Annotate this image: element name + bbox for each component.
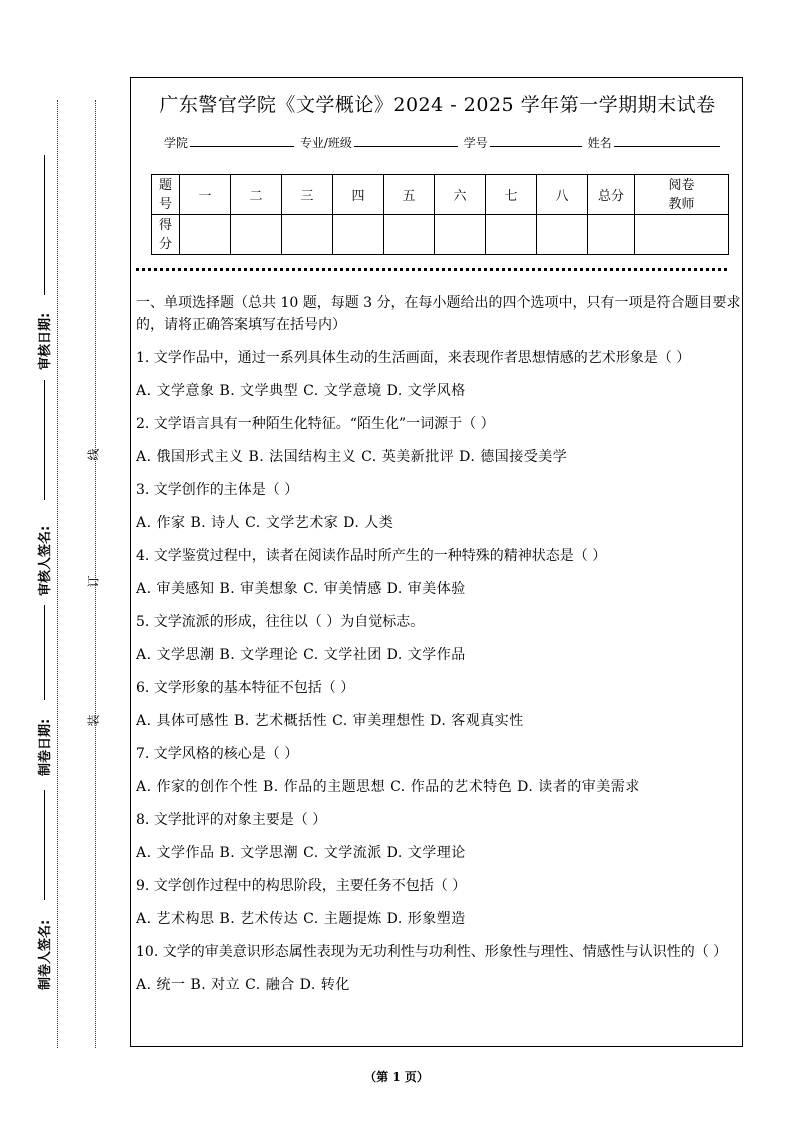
question-8-options: A. 文学作品 B. 文学思潮 C. 文学流派 D. 文学理论	[136, 845, 466, 861]
question-10-options: A. 统一 B. 对立 C. 融合 D. 转化	[136, 977, 350, 993]
question-10: 10. 文学的审美意识形态属性表现为无功利性与功利性、形象性与理性、情感性与认识性的（ ）	[136, 944, 728, 960]
make-date-label: 制卷日期:	[38, 718, 53, 776]
maker-sign-blank	[44, 790, 45, 900]
question-section	[136, 292, 741, 1007]
maker-sign-label: 制卷人签名:	[38, 919, 53, 990]
question-3-options: A. 作家 B. 诗人 C. 文学艺术家 D. 人类	[136, 515, 394, 531]
review-date-label: 审核日期:	[38, 312, 53, 370]
exam-title: 广东警官学院《文学概论》2024 - 2025 学年第一学期期末试卷	[159, 94, 716, 116]
question-5-options: A. 文学思潮 B. 文学理论 C. 文学社团 D. 文学作品	[136, 647, 466, 663]
question-1-options: A. 文学意象 B. 文学典型 C. 文学意境 D. 文学风格	[136, 383, 466, 399]
question-7-options: A. 作家的创作个性 B. 作品的主题思想 C. 作品的艺术特色 D. 读者的审美需求	[136, 779, 640, 795]
col-3: 三	[282, 175, 333, 215]
col-6: 六	[435, 175, 486, 215]
score-total-cell[interactable]	[588, 215, 635, 255]
score-label: 得 分	[152, 215, 180, 255]
field-major-class: 专业/班级	[299, 136, 352, 150]
col-7: 七	[486, 175, 537, 215]
field-name: 姓名	[587, 136, 612, 150]
make-date-blank	[44, 605, 45, 700]
question-8: 8. 文学批评的对象主要是（ ）	[136, 812, 327, 828]
col-1: 一	[180, 175, 231, 215]
section-divider	[136, 268, 727, 271]
score-cell[interactable]	[180, 215, 231, 255]
section-heading: 一、单项选择题（总共 10 题，每题 3 分，在每小题给出的四个选项中，只有一项是符合题目要求的，请将正确答案填写在括号内）	[136, 295, 741, 333]
question-6: 6. 文学形象的基本特征不包括（ ）	[136, 680, 355, 696]
college-blank[interactable]	[190, 134, 294, 147]
question-9-options: A. 艺术构思 B. 艺术传达 C. 主题提炼 D. 形象塑造	[136, 911, 466, 927]
question-2-options: A. 俄国形式主义 B. 法国结构主义 C. 英美新批评 D. 德国接受美学	[136, 449, 568, 465]
question-1: 1. 文学作品中，通过一系列具体生动的生活画面，来表现作者思想情感的艺术形象是（ ）	[136, 350, 691, 366]
col-8: 八	[537, 175, 588, 215]
question-4: 4. 文学鉴赏过程中，读者在阅读作品时所产生的一种特殊的精神状态是（ ）	[136, 548, 607, 564]
field-college: 学院	[164, 136, 189, 150]
question-4-options: A. 审美感知 B. 审美想象 C. 审美情感 D. 审美体验	[136, 581, 466, 597]
exam-frame	[130, 77, 743, 1047]
score-cell[interactable]	[282, 215, 333, 255]
score-table-header-row	[152, 175, 729, 215]
question-9: 9. 文学创作过程中的构思阶段，主要任务不包括（ ）	[136, 878, 467, 894]
question-3: 3. 文学创作的主体是（ ）	[136, 482, 299, 498]
reviewer-label: 阅卷 教师	[635, 175, 729, 215]
question-6-options: A. 具体可感性 B. 艺术概括性 C. 审美理想性 D. 客观真实性	[136, 713, 524, 729]
binding-dotted-line-outer	[57, 100, 58, 1048]
reviewer-sign-label: 审核人签名:	[38, 525, 53, 596]
field-student-id: 学号	[463, 136, 488, 150]
score-cell[interactable]	[231, 215, 282, 255]
question-number-label: 题 号	[152, 175, 180, 215]
review-date-blank	[44, 155, 45, 295]
reviewer-sign-cell[interactable]	[635, 215, 729, 255]
student-id-blank[interactable]	[490, 134, 582, 147]
col-5: 五	[384, 175, 435, 215]
col-2: 二	[231, 175, 282, 215]
score-table	[151, 174, 729, 255]
question-7: 7. 文学风格的核心是（ ）	[136, 746, 299, 762]
major-class-blank[interactable]	[354, 134, 458, 147]
col-total: 总分	[588, 175, 635, 215]
binding-char-ding: 订	[86, 575, 101, 588]
score-cell[interactable]	[384, 215, 435, 255]
score-cell[interactable]	[486, 215, 537, 255]
name-blank[interactable]	[614, 134, 720, 147]
binding-char-zhuang: 装	[86, 714, 101, 727]
score-cell[interactable]	[333, 215, 384, 255]
score-cell[interactable]	[435, 215, 486, 255]
student-info-row	[164, 134, 722, 151]
col-4: 四	[333, 175, 384, 215]
binding-char-xian: 线	[86, 448, 101, 461]
score-table-score-row	[152, 215, 729, 255]
question-5: 5. 文学流派的形成，往往以（ ）为自觉标志。	[136, 614, 425, 630]
score-cell[interactable]	[537, 215, 588, 255]
reviewer-sign-blank	[44, 380, 45, 500]
question-2: 2. 文学语言具有一种陌生化特征。“陌生化”一词源于（ ）	[136, 416, 495, 432]
page-number: （第 1 页）	[364, 1070, 429, 1084]
